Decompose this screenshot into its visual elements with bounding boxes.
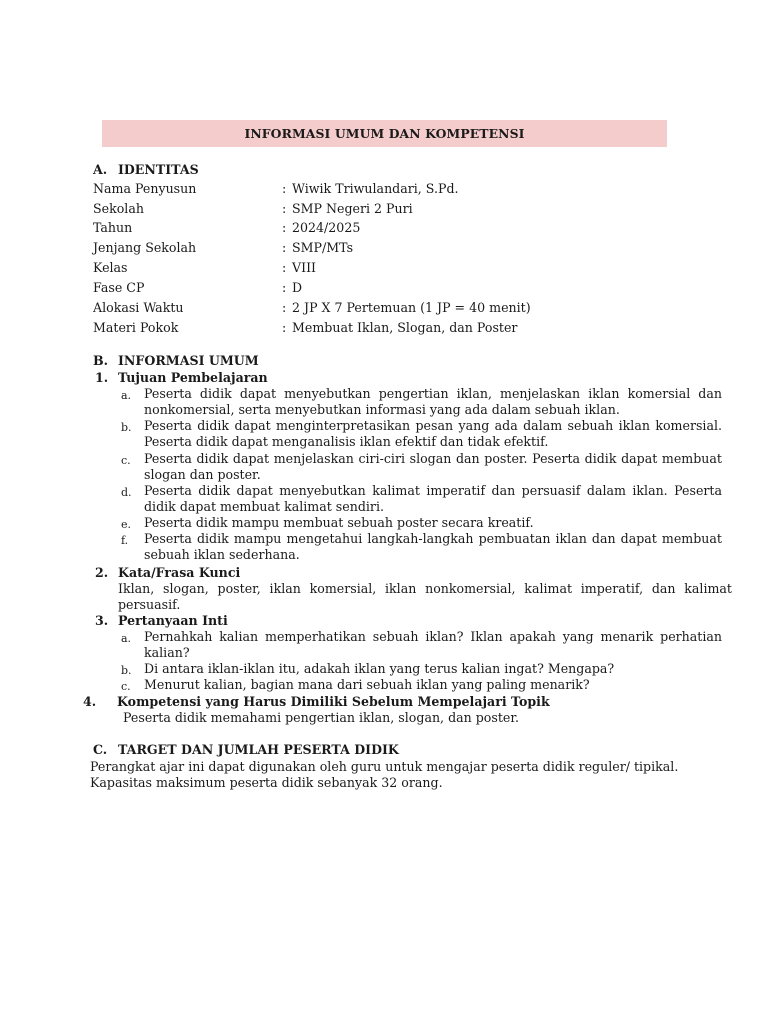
list-item-letter: e. (121, 518, 132, 531)
identity-colon: : (282, 240, 287, 255)
identity-colon: : (282, 260, 287, 275)
subsection-4-title: Kompetensi yang Harus Dimiliki Sebelum Mempelajari Topik (117, 694, 550, 709)
list-item-letter: a. (121, 632, 132, 645)
list-item: Peserta didik dapat menyebutkan kalimat imperatif dan persuasif dalam iklan. Peserta didik dapat membuat kalimat sendiri. (144, 483, 722, 514)
keywords-text: Iklan, slogan, poster, iklan komersial, iklan nonkomersial, kalimat imperatif, dan kalimat persuasif. (118, 581, 732, 612)
identity-label: Fase CP (93, 280, 145, 295)
identity-colon: : (282, 181, 287, 196)
list-item: Peserta didik dapat menyebutkan pengertian iklan, menjelaskan iklan komersial dan nonkomersial, serta menyebutkan informasi yang ada dalam sebuah iklan. (144, 386, 722, 417)
identity-colon: : (282, 220, 287, 235)
target-students-text: Perangkat ajar ini dapat digunakan oleh guru untuk mengajar peserta didik reguler/ tipikal. Kapasitas maksimum peserta didik sebanyak 32 orang. (90, 759, 679, 790)
section-c-title: TARGET DAN JUMLAH PESERTA DIDIK (118, 742, 399, 757)
subsection-1-number: 1. (95, 370, 109, 385)
list-item: Peserta didik mampu membuat sebuah poster secara kreatif. (144, 515, 534, 530)
identity-colon: : (282, 320, 287, 335)
list-item: Pernahkah kalian memperhatikan sebuah iklan? Iklan apakah yang menarik perhatian kalian? (144, 629, 722, 660)
list-item-letter: a. (121, 389, 132, 402)
subsection-3-number: 3. (95, 613, 109, 628)
identity-colon: : (282, 300, 287, 315)
list-item: Menurut kalian, bagian mana dari sebuah iklan yang paling menarik? (144, 677, 590, 692)
identity-label: Kelas (93, 260, 128, 275)
list-item-letter: c. (121, 454, 131, 467)
subsection-2-title: Kata/Frasa Kunci (118, 565, 241, 580)
list-item-letter: c. (121, 680, 131, 693)
section-c-letter: C. (93, 742, 108, 757)
identity-label: Materi Pokok (93, 320, 179, 335)
banner-title: INFORMASI UMUM DAN KOMPETENSI (102, 120, 667, 147)
subsection-4-number: 4. (83, 694, 97, 709)
identity-value: 2 JP X 7 Pertemuan (1 JP = 40 menit) (292, 300, 531, 315)
identity-colon: : (282, 201, 287, 216)
subsection-2-number: 2. (95, 565, 109, 580)
identity-colon: : (282, 280, 287, 295)
identity-value: SMP/MTs (292, 240, 354, 255)
identity-value: Membuat Iklan, Slogan, dan Poster (292, 320, 518, 335)
list-item: Peserta didik mampu mengetahui langkah-langkah pembuatan iklan dan dapat membuat sebuah iklan sederhana. (144, 531, 722, 562)
identity-label: Jenjang Sekolah (93, 240, 197, 255)
section-b-title: INFORMASI UMUM (118, 353, 259, 368)
list-item: Peserta didik dapat menjelaskan ciri-ciri slogan dan poster. Peserta didik dapat membuat slogan dan poster. (144, 451, 722, 482)
identity-value: VIII (292, 260, 317, 275)
identity-label: Nama Penyusun (93, 181, 197, 196)
list-item-letter: d. (121, 486, 132, 499)
list-item-letter: b. (121, 664, 132, 677)
identity-label: Tahun (93, 220, 133, 235)
identity-label: Alokasi Waktu (93, 300, 184, 315)
list-item: Di antara iklan-iklan itu, adakah iklan yang terus kalian ingat? Mengapa? (144, 661, 615, 676)
subsection-1-title: Tujuan Pembelajaran (118, 370, 268, 385)
section-a-letter: A. (93, 162, 108, 177)
identity-label: Sekolah (93, 201, 144, 216)
prior-competence-text: Peserta didik memahami pengertian iklan, slogan, dan poster. (123, 710, 520, 725)
list-item-letter: f. (121, 534, 129, 547)
section-a-title: IDENTITAS (118, 162, 199, 177)
identity-value: D (292, 280, 303, 295)
list-item: Peserta didik dapat menginterpretasikan pesan yang ada dalam sebuah iklan komersial. Peserta didik dapat menganalisis iklan efektif dan tidak efektif. (144, 418, 722, 449)
identity-value: SMP Negeri 2 Puri (292, 201, 413, 216)
list-item-letter: b. (121, 421, 132, 434)
section-b-letter: B. (93, 353, 109, 368)
identity-value: Wiwik Triwulandari, S.Pd. (292, 181, 459, 196)
subsection-3-title: Pertanyaan Inti (118, 613, 228, 628)
identity-value: 2024/2025 (292, 220, 361, 235)
